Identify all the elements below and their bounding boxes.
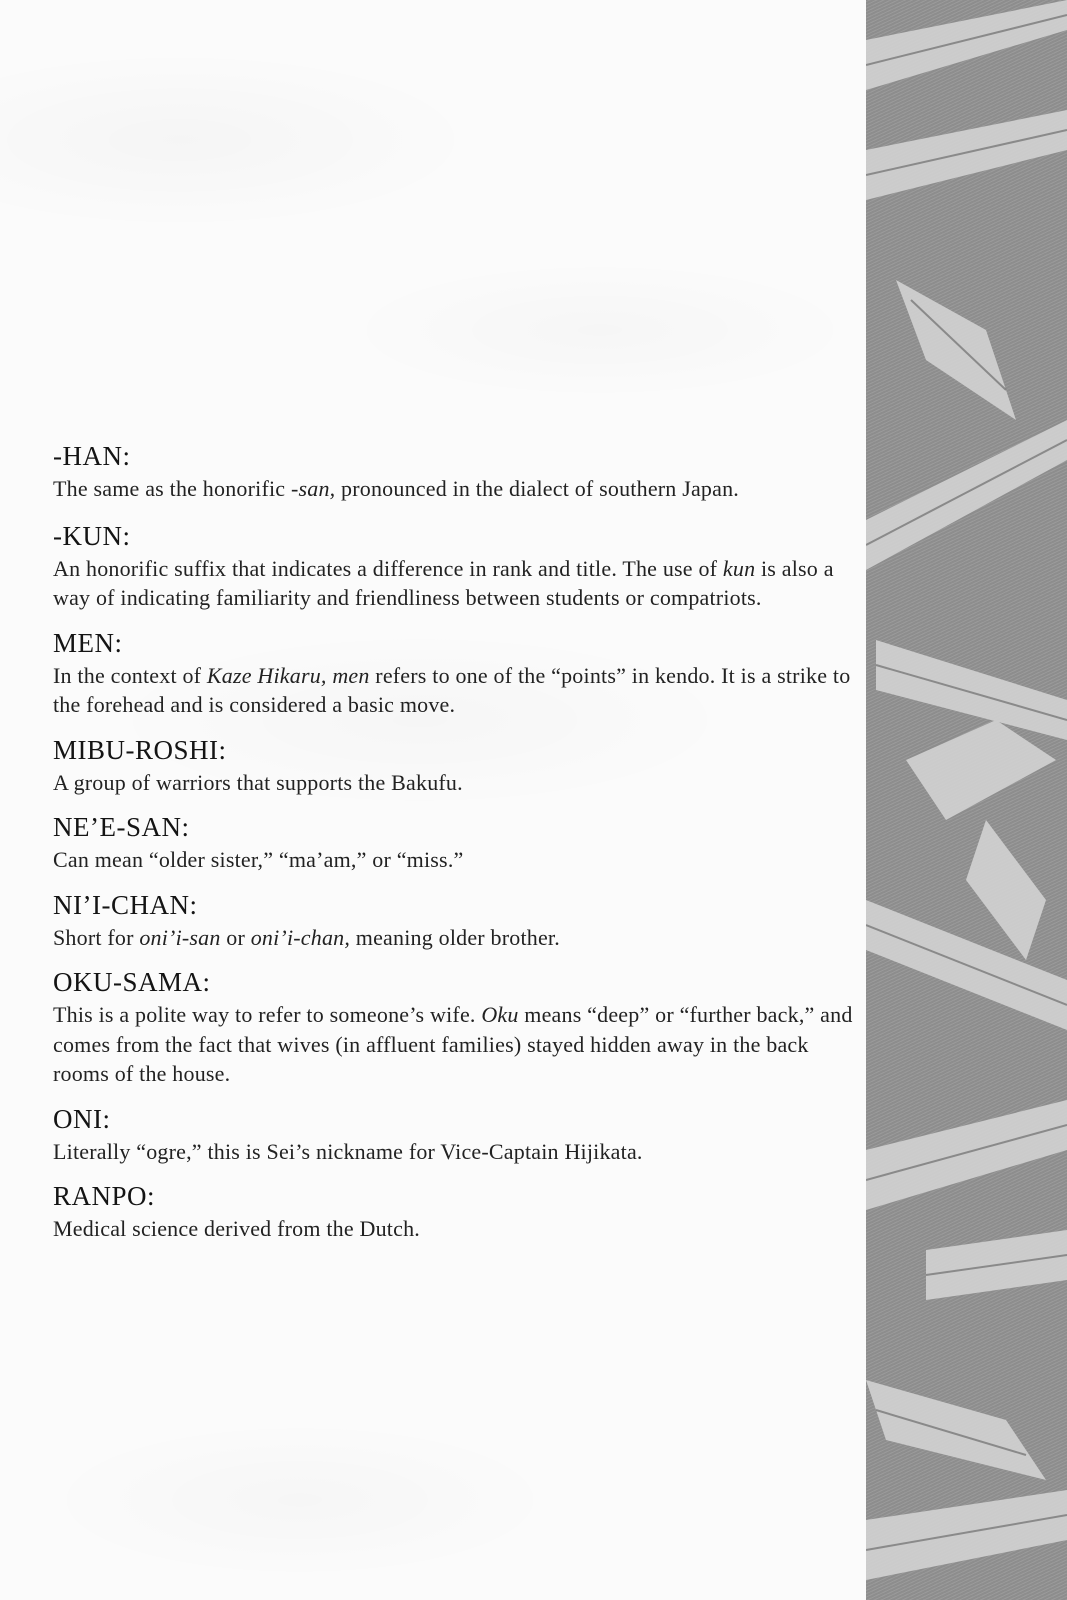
glossary-definition: In the context of Kaze Hikaru, men refers to one of the “points” in kendo. It is a strike to the forehead and is considered a basic move. [53, 662, 851, 717]
glossary-term: -HAN: [53, 441, 131, 471]
glossary-entry-han [53, 440, 853, 504]
glossary-definition: Can mean “older sister,” “ma’am,” or “miss.” [53, 847, 464, 872]
glossary-entry-men [53, 627, 853, 720]
glossary-entry-oni [53, 1103, 853, 1167]
glossary-term: MEN: [53, 627, 123, 658]
decorative-side-panel [866, 0, 1067, 1600]
glossary-term: -KUN: [53, 520, 131, 551]
glossary-definition: A group of warriors that supports the Bakufu. [53, 769, 463, 795]
glossary-entry-mibu-roshi [53, 734, 853, 798]
leaf-pattern-illustration [866, 0, 1067, 1600]
glossary-definition: An honorific suffix that indicates a difference in rank and title. The use of kun is also a way of indicating familiarity and friendliness between students or compatriots. [53, 555, 834, 610]
glossary-definition: Short for oni’i-san or oni’i-chan, meaning older brother. [53, 924, 560, 950]
glossary-definition: The same as the honorific -san, pronounced in the dialect of southern Japan. [53, 476, 740, 501]
glossary-term: RANPO: [53, 1181, 156, 1211]
glossary-definition: This is a polite way to refer to someone’s wife. Oku means “deep” or “further back,” and comes from the fact that wives (in affluent families) stayed hidden away in the back rooms of the house. [53, 1002, 853, 1086]
glossary-entry-ranpo [53, 1180, 853, 1244]
glossary-entry-kun [53, 520, 853, 613]
glossary-entry-ni-i-chan [53, 889, 853, 953]
glossary-definition: Literally “ogre,” this is Sei’s nickname for Vice-Captain Hijikata. [53, 1138, 643, 1164]
glossary [53, 440, 853, 1244]
glossary-entry-oku-sama [53, 966, 853, 1089]
glossary-term: MIBU-ROSHI: [53, 734, 227, 765]
glossary-term: NE’E-SAN: [53, 812, 190, 842]
glossary-entry-ne-e-san [53, 811, 853, 875]
glossary-term: NI’I-CHAN: [53, 889, 198, 920]
glossary-term: ONI: [53, 1103, 111, 1134]
glossary-term: OKU-SAMA: [53, 967, 211, 997]
glossary-definition: Medical science derived from the Dutch. [53, 1216, 420, 1241]
